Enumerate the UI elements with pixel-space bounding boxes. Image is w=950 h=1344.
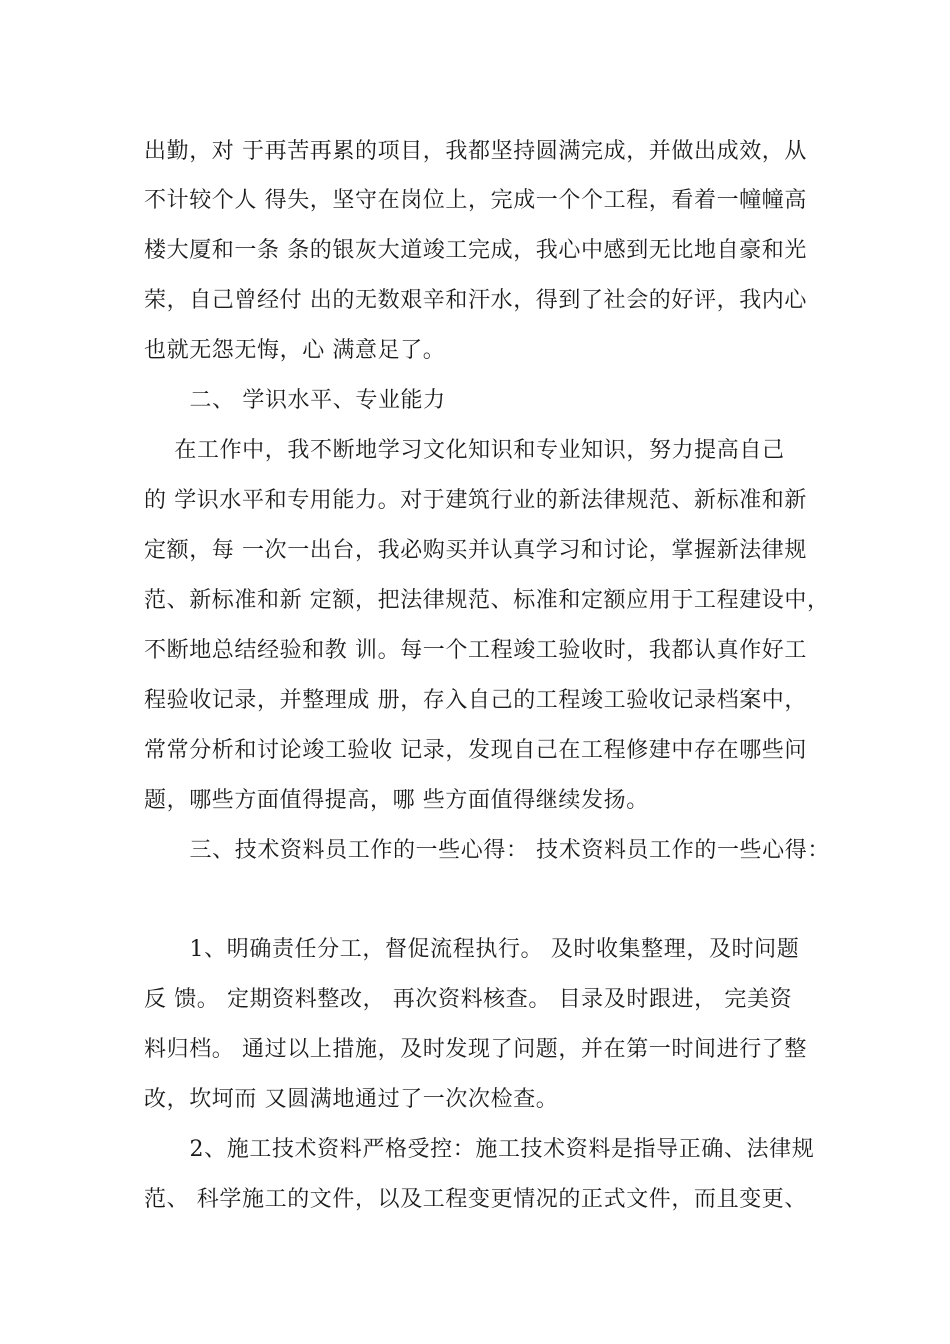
body-text-line: 的 学识水平和专用能力。对于建筑行业的新法律规范、新标准和新 [144, 488, 807, 513]
body-text-line: 改，坎坷而 又圆满地通过了一次次检查。 [144, 1087, 559, 1112]
body-text-line: 范、 科学施工的文件，以及工程变更情况的正式文件，而且变更、 [144, 1187, 807, 1212]
body-text-line: 在工作中，我不断地学习文化知识和专业知识，努力提高自己 [144, 438, 785, 463]
section-heading: 二、 学识水平、专业能力 [144, 388, 446, 413]
body-text-line: 楼大厦和一条 条的银灰大道竣工完成，我心中感到无比地自豪和光 [144, 238, 807, 263]
section-heading: 三、技术资料员工作的一些心得： 技术资料员工作的一些心得： [144, 838, 830, 863]
body-text-line: 也就无怨无悔，心 满意足了。 [144, 338, 446, 363]
body-text-line: 反 馈。 定期资料整改， 再次资料核查。 目录及时跟进， 完美资 [144, 987, 793, 1012]
body-text-line: 范、新标准和新 定额，把法律规范、标准和定额应用于工程建设中， [144, 588, 830, 613]
body-text-line: 2、施工技术资料严格受控：施工技术资料是指导正确、法律规 [144, 1137, 815, 1162]
body-text-line: 出勤，对 于再苦再累的项目，我都坚持圆满完成，并做出成效，从 [144, 139, 807, 164]
body-text-line: 1、明确责任分工，督促流程执行。 及时收集整理，及时问题 [144, 937, 800, 962]
body-text-line: 荣，自己曾经付 出的无数艰辛和汗水，得到了社会的好评，我内心 [144, 288, 807, 313]
body-text-line: 程验收记录，并整理成 册，存入自己的工程竣工验收记录档案中， [144, 688, 807, 713]
body-text-line: 题，哪些方面值得提高，哪 些方面值得继续发扬。 [144, 788, 649, 813]
body-text-line: 不断地总结经验和教 训。每一个工程竣工验收时，我都认真作好工 [144, 638, 807, 663]
body-text-line: 常常分析和讨论竣工验收 记录，发现自己在工程修建中存在哪些问 [144, 738, 807, 763]
body-text-line: 不计较个人 得失，坚守在岗位上，完成一个个工程，看着一幢幢高 [144, 188, 807, 213]
body-text-line: 料归档。 通过以上措施，及时发现了问题，并在第一时间进行了整 [144, 1037, 807, 1062]
body-text-line: 定额，每 一次一出台，我必购买并认真学习和讨论，掌握新法律规 [144, 538, 807, 563]
